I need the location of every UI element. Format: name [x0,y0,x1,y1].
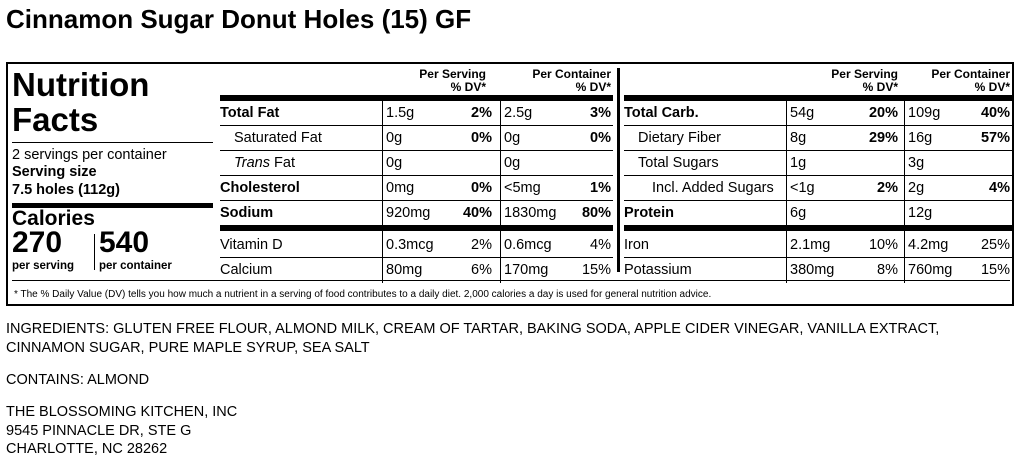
nutrition-facts-panel [6,62,1014,306]
manufacturer-address [6,403,237,459]
nutrient-row-iron: Iron 2.1mg 10% 4.2mg 25% [624,233,1012,258]
address-line-1: THE BLOSSOMING KITCHEN, INC [6,404,238,420]
column-divider [786,101,787,283]
calories-label: Calories [12,207,95,230]
nutrient-row-total-carb: Total Carb. 54g 20% 109g 40% [624,101,1012,126]
nutrient-row-total-fat: Total Fat 1.5g 2% 2.5g 3% [220,101,613,126]
heading-line-1: Nutrition [12,66,150,103]
nutrient-row-added-sugars: Incl. Added Sugars <1g 2% 2g 4% [624,176,1012,201]
address-line-3: CHARLOTTE, NC 28262 [6,441,168,457]
nutrient-row-total-sugars: Total Sugars 1g 3g [624,151,1012,176]
column-divider [904,101,905,283]
servings-per-container: 2 servings per container [12,147,167,163]
heading-rule [12,142,213,143]
allergen-statement: CONTAINS: ALMOND [6,372,150,388]
per-serving-header: Per Serving % DV* [831,67,898,94]
address-line-2: 9545 PINNACLE DR, STE G [6,422,192,439]
calories-per-serving: 270 [12,226,63,259]
nutrient-row-sodium: Sodium 920mg 40% 1830mg 80% [220,201,613,231]
calories-per-container-label: per container [99,260,172,272]
nutrient-row-cholesterol: Cholesterol 0mg 0% <5mg 1% [220,176,613,201]
nutrient-row-protein: Protein 6g 12g [624,201,1012,231]
daily-value-footnote: * The % Daily Value (DV) tells you how much a nutrient in a serving of food contributes to a daily diet. 2,000 calories a day is used for general nutrition advice. [14,289,712,300]
nutrient-row-trans-fat: Trans Fat 0g 0g [220,151,613,176]
calories-divider [94,234,95,270]
per-container-header: Per Container % DV* [931,67,1010,94]
serving-size-label: Serving size [12,164,97,180]
footnote-rule [12,280,1010,281]
per-container-header: Per Container % DV* [532,67,611,94]
ingredients-text: INGREDIENTS: GLUTEN FREE FLOUR, ALMOND MILK, CREAM OF TARTAR, BAKING SODA, APPLE CIDER VINEGAR, VANILLA EXTRACT, CINNAMON SUGAR, PURE MAPLE SYRUP, SEA SALT [6,321,940,356]
calories-per-serving-label: per serving [12,260,74,272]
per-serving-header: Per Serving % DV* [419,67,486,94]
calories-per-container: 540 [99,226,150,259]
nutrient-row-vitamin-d: Vitamin D 0.3mcg 2% 0.6mcg 4% [220,233,613,258]
nutrient-row-potassium: Potassium 380mg 8% 760mg 15% [624,262,1010,278]
serving-size-value: 7.5 holes (112g) [12,182,120,198]
column-divider [382,101,383,283]
heading-line-2: Facts [12,101,99,138]
nutrient-row-saturated-fat: Saturated Fat 0g 0% 0g 0% [220,126,613,151]
nutrition-facts-heading [12,67,212,137]
nutrient-row-dietary-fiber: Dietary Fiber 8g 29% 16g 57% [624,126,1012,151]
product-title: Cinnamon Sugar Donut Holes (15) GF [6,4,472,34]
table-separator [617,68,620,272]
column-divider [500,101,501,283]
nutrient-row-calcium: Calcium 80mg 6% 170mg 15% [220,262,611,278]
